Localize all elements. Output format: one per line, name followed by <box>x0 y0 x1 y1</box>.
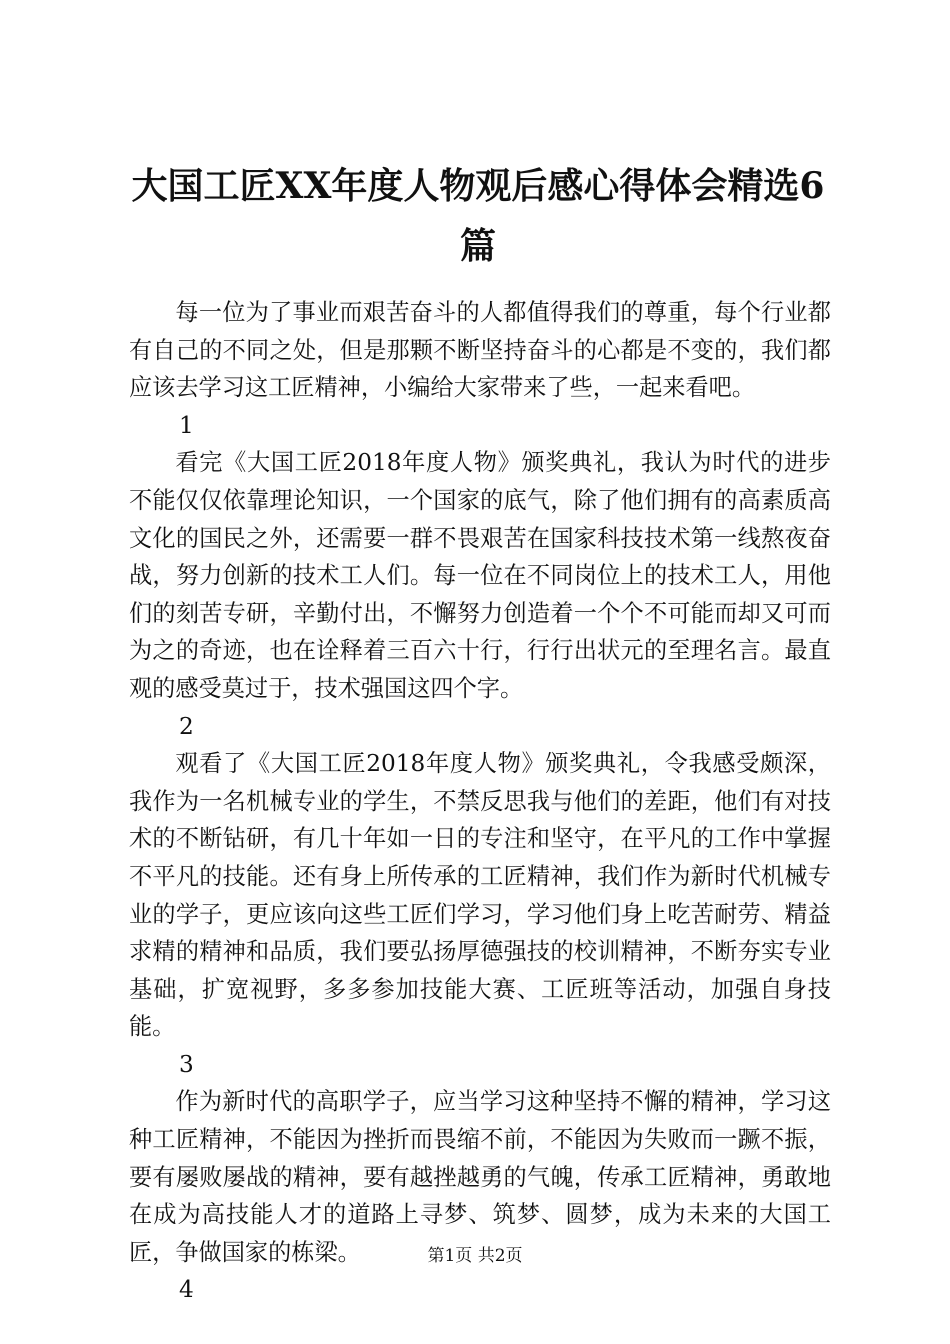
section-number: 2 <box>179 712 194 740</box>
section-number: 1 <box>179 411 194 439</box>
document-title: 大国工匠XX年度人物观后感心得体会精选6篇 <box>131 165 825 267</box>
document-body <box>129 294 831 1309</box>
section-paragraph: 看完《大国工匠2018年度人物》颁奖典礼，我认为时代的进步不能仅仅依靠理论知识，一个国家的底气，除了他们拥有的高素质高文化的国民之外，还需要一群不畏艰苦在国家科技技术第一线熬夜奋战，努力创新的技术工人们。每一位在不同岗位上的技术工人，用他们的刻苦专研，辛勤付出，不懈努力创造着一个个不可能而却又可而为之的奇迹，也在诠释着三百六十行，行行出状元的至理名言。最直观的感受莫过于，技术强国这四个字。 <box>129 449 831 702</box>
section-number: 4 <box>179 1276 194 1304</box>
section-number: 3 <box>179 1050 194 1078</box>
intro-paragraph: 每一位为了事业而艰苦奋斗的人都值得我们的尊重，每个行业都有自己的不同之处，但是那颗不断坚持奋斗的心都是不变的，我们都应该去学习这工匠精神，小编给大家带来了些，一起来看吧。 <box>129 299 831 402</box>
page-footer: 第1页 共2页 <box>427 1246 523 1266</box>
section-paragraph: 作为新时代的高职学子，应当学习这种坚持不懈的精神，学习这种工匠精神，不能因为挫折而畏缩不前，不能因为失败而一蹶不振，要有屡败屡战的精神，要有越挫越勇的气魄，传承工匠精神，勇敢地在成为高技能人才的道路上寻梦、筑梦、圆梦，成为未来的大国工匠，争做国家的栋梁。 <box>129 1088 831 1266</box>
section-paragraph: 观看了《大国工匠2018年度人物》颁奖典礼，令我感受颇深，我作为一名机械专业的学生，不禁反思我与他们的差距，他们有对技术的不断钻研，有几十年如一日的专注和坚守，在平凡的工作中掌握不平凡的技能。还有身上所传承的工匠精神，我们作为新时代机械专业的学子，更应该向这些工匠们学习，学习他们身上吃苦耐劳、精益求精的精神和品质，我们要弘扬厚德强技的校训精神，不断夯实专业基础，扩宽视野，多多参加技能大赛、工匠班等活动，加强自身技能。 <box>129 750 831 1041</box>
